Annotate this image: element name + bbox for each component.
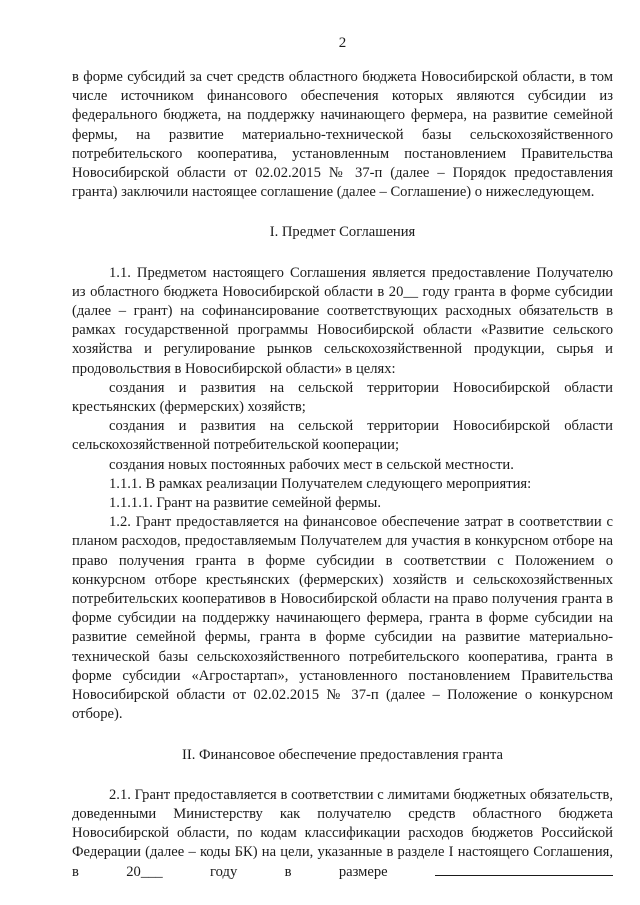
clause-1-1-1-1: 1.1.1.1. Грант на развитие семейной фермы. <box>109 495 381 512</box>
goal-item-2: создания и развития на сельской территории Новосибирской области сельскохозяйственной потребительской кооперации; <box>72 418 613 454</box>
page-number: 2 <box>338 35 347 51</box>
clause-2-1-text: 2.1. Грант предоставляется в соответствии с лимитами бюджетных обязательств, доведенными Министерству как получателю средств областного бюджета Новосибирской области, по кодам классификации расходов бюджетов Российской Федерации (далее – коды БК) на цели, указанные в разделе I настоящего Соглашения, в 20___ году в размере <box>72 786 613 880</box>
clause-1-1: 1.1. Предметом настоящего Соглашения является предоставление Получателю из областного бюджета Новосибирской области в 20__ году гранта в форме субсидии (далее – грант) на софинансирование соответствующих расходных обязательств в рамках государственной программы Новосибирской области «Развитие сельского хозяйства и регулирование рынков сельскохозяйственной продукции, сырья и продовольствия в Новосибирской области» в целях: <box>72 264 613 377</box>
intro-paragraph: в форме субсидий за счет средств областного бюджета Новосибирской области, в том числе источником финансового обеспечения которых являются субсидии из федерального бюджета, на поддержку начинающего фермера, на развитие семейной фермы, на развитие материально-технической базы сельскохозяйственного потребительского кооператива, установленным постановлением Правительства Новосибирской области от 02.02.2015 № 37-п (далее – Порядок предоставления гранта) заключили настоящее соглашение (далее – Соглашение) о нижеследующем. <box>72 69 613 201</box>
amount-blank-line <box>435 863 613 876</box>
clause-1-1-1: 1.1.1. В рамках реализации Получателем следующего мероприятия: <box>109 475 532 492</box>
section-2-title: II. Финансовое обеспечение предоставления гранта <box>182 746 503 763</box>
clause-1-2: 1.2. Грант предоставляется на финансовое обеспечение затрат в соответствии с планом расходов, предоставляемым Получателем для участия в конкурсном отборе на право получения гранта в форме субсидии в соответствии с Положением о конкурсном отборе крестьянских (фермерских) хозяйств и сельскохозяйственных потребительских кооперативов в Новосибирской области на право получения гранта в форме субсидии на поддержку начинающего фермера, гранта в форме субсидии на развитие семейной фермы, гранта в форме субсидии на развитие материально-технической базы сельскохозяйственного потребительского кооператива, гранта в форме субсидии «Агростартап», установленного постановлением Правительства Новосибирской области от 02.02.2015 № 37-п (далее – Положение о конкурсном отборе). <box>72 514 613 723</box>
section-1-title: I. Предмет Соглашения <box>269 224 416 241</box>
clause-2-1 <box>72 786 613 882</box>
goal-item-1: создания и развития на сельской территории Новосибирской области крестьянских (фермерских) хозяйств; <box>72 379 613 416</box>
goal-item-3: создания новых постоянных рабочих мест в сельской местности. <box>109 456 514 473</box>
document-body <box>72 68 613 882</box>
